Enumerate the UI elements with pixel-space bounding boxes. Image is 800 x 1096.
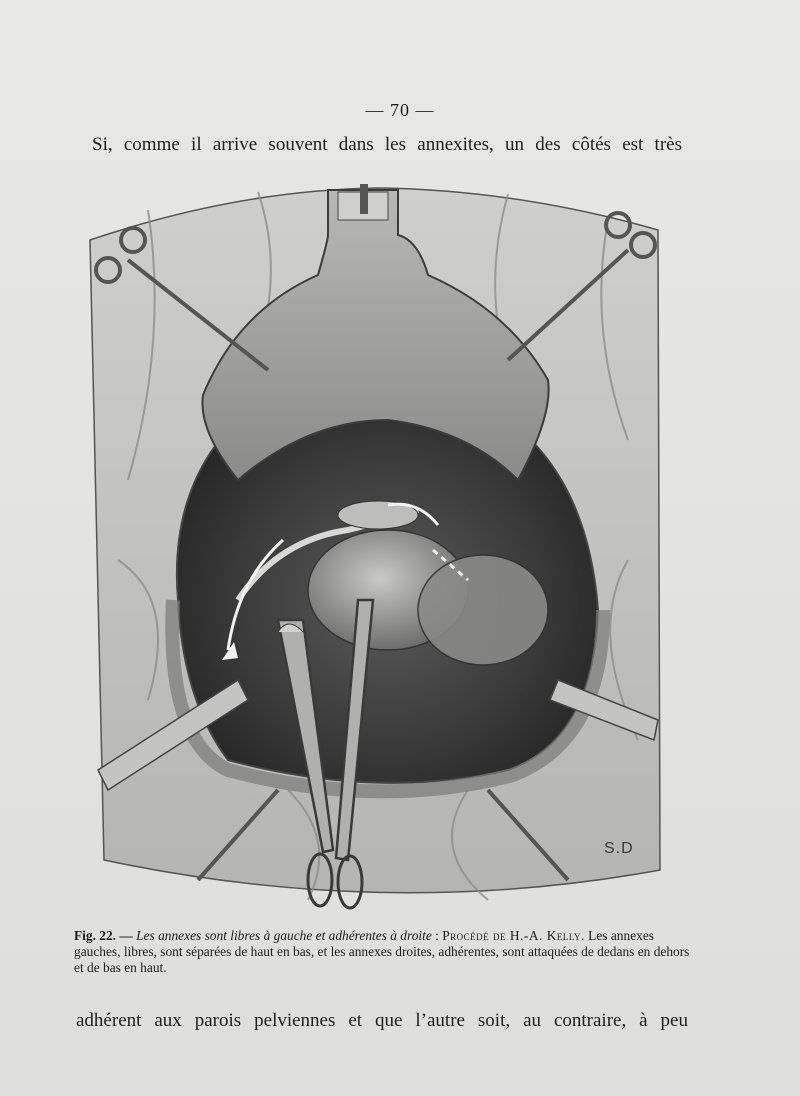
figure-title-separator: : [431, 928, 443, 943]
artist-signature: S.D [604, 840, 634, 857]
surgical-illustration [88, 180, 668, 912]
body-text-top: Si, comme il arrive souvent dans les annexites, un des côtés est très [92, 134, 682, 155]
illustration-drawing [88, 180, 668, 912]
figure-caption-body: Les annexes gauches, libres, sont séparées de haut en bas, et les annexes droites, adhérentes, sont attaquées de dedans en dehors et de bas en haut. [74, 928, 690, 975]
figure-procedure: Procédé de H.-A. Kelly. [442, 928, 585, 943]
figure-title: Les annexes sont libres à gauche et adhérentes à droite [136, 928, 432, 943]
page-number: — 70 — [365, 100, 435, 120]
body-text-bottom: adhérent aux parois pelviennes et que l’autre soit, au contraire, à peu [76, 1010, 688, 1031]
figure-label: Fig. 22. — [74, 928, 133, 943]
figure-caption [74, 928, 694, 976]
